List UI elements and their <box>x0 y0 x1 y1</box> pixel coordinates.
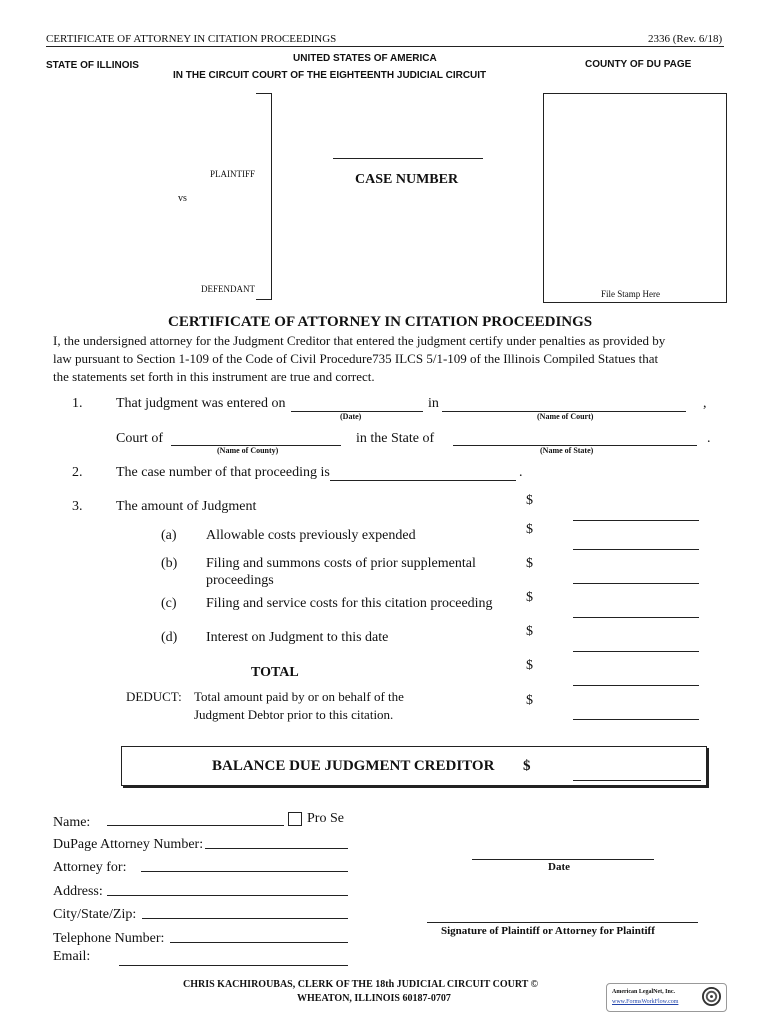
state-name-input[interactable] <box>453 431 697 445</box>
city-state-zip-label: City/State/Zip: <box>53 907 137 922</box>
publisher-logo-icon <box>702 987 721 1006</box>
country-label: UNITED STATES OF AMERICA <box>293 53 437 64</box>
total-amount-input[interactable] <box>573 671 699 685</box>
item-3-number: 3. <box>72 499 83 514</box>
county-caption: (Name of County) <box>217 446 279 455</box>
item-c-label: (c) <box>161 596 177 611</box>
court-label: IN THE CIRCUIT COURT OF THE EIGHTEENTH JUDICIAL CIRCUIT <box>173 70 487 81</box>
city-state-zip-line <box>142 918 348 919</box>
date-caption: (Date) <box>340 412 362 421</box>
judgment-amount-line <box>573 520 699 521</box>
item-1-text: That judgment was entered on <box>116 396 286 411</box>
city-state-zip-input[interactable] <box>142 904 348 918</box>
item-2-text: The case number of that proceeding is <box>116 465 330 480</box>
address-line <box>107 895 348 896</box>
publisher-badge <box>606 983 727 1012</box>
file-stamp-label: File Stamp Here <box>601 289 660 299</box>
total-amount-line <box>573 685 699 686</box>
form-title-top: CERTIFICATE OF ATTORNEY IN CITATION PROCEEDINGS <box>46 33 337 45</box>
intro-line-2: law pursuant to Section 1-109 of the Code of Civil Procedure735 ILCS 5/1-109 of the Illinois Compiled Statues that <box>53 351 659 366</box>
deduct-amount-line <box>573 719 699 720</box>
item-b-dollar: $ <box>526 556 533 571</box>
item-d-amount-input[interactable] <box>573 637 699 651</box>
date-label: Date <box>548 861 570 873</box>
name-input[interactable] <box>107 811 284 825</box>
file-stamp-box <box>543 93 727 303</box>
item-1-in: in <box>428 396 439 411</box>
name-line <box>107 825 284 826</box>
caption-bracket-bottom <box>256 299 271 300</box>
signature-line <box>427 922 698 923</box>
item-c-text: Filing and service costs for this citation proceeding <box>206 596 493 611</box>
court-name-input[interactable] <box>442 397 686 411</box>
header-divider <box>46 46 724 47</box>
pro-se-label: Pro Se <box>307 811 344 826</box>
state-caption: (Name of State) <box>540 446 594 455</box>
address-input[interactable] <box>107 881 348 895</box>
publisher-link[interactable]: www.FormsWorkFlow.com <box>612 999 679 1005</box>
telephone-line <box>170 942 348 943</box>
case-number-proceeding-line <box>330 480 516 481</box>
item-c-amount-line <box>573 617 699 618</box>
judgment-date-input[interactable] <box>291 397 423 411</box>
telephone-input[interactable] <box>170 928 348 942</box>
caption-bracket-top <box>256 93 271 94</box>
item-d-text: Interest on Judgment to this date <box>206 630 389 645</box>
balance-due-dollar: $ <box>523 758 531 774</box>
balance-due-input[interactable] <box>573 766 701 780</box>
signature-input[interactable] <box>427 908 698 922</box>
item-b-label: (b) <box>161 556 178 571</box>
dupage-attorney-number-label: DuPage Attorney Number: <box>53 837 204 852</box>
item-1-period: . <box>707 431 711 446</box>
county-name-input[interactable] <box>171 431 341 445</box>
email-input[interactable] <box>119 951 348 965</box>
intro-line-3: the statements set forth in this instrument are true and correct. <box>53 369 375 384</box>
item-a-text: Allowable costs previously expended <box>206 528 416 543</box>
item-a-amount-line <box>573 549 699 550</box>
balance-due-box <box>121 746 707 786</box>
deduct-text-2: Judgment Debtor prior to this citation. <box>194 707 394 722</box>
deduct-text-1: Total amount paid by or on behalf of the <box>194 689 404 704</box>
item-3-text: The amount of Judgment <box>116 499 257 514</box>
item-d-amount-line <box>573 651 699 652</box>
court-of-label: Court of <box>116 431 164 446</box>
pro-se-checkbox[interactable] <box>288 812 302 826</box>
item-2-number: 2. <box>72 465 83 480</box>
item-c-amount-input[interactable] <box>573 603 699 617</box>
judgment-amount-input[interactable] <box>573 506 699 520</box>
signature-label: Signature of Plaintiff or Attorney for Plaintiff <box>441 925 655 937</box>
vs-label: vs <box>178 193 187 204</box>
item-b-text-2: proceedings <box>206 573 274 588</box>
deduct-label: DEDUCT: <box>126 689 182 704</box>
item-b-amount-input[interactable] <box>573 569 699 583</box>
item-b-text-1: Filing and summons costs of prior supplemental <box>206 556 476 571</box>
item-2-period: . <box>519 465 523 480</box>
case-number-input[interactable] <box>333 143 483 157</box>
balance-due-label: BALANCE DUE JUDGMENT CREDITOR <box>212 758 495 774</box>
case-number-label: CASE NUMBER <box>355 172 459 187</box>
case-number-line <box>333 158 483 159</box>
in-state-of-label: in the State of <box>356 431 435 446</box>
item-a-dollar: $ <box>526 522 533 537</box>
item-c-dollar: $ <box>526 590 533 605</box>
item-d-dollar: $ <box>526 624 533 639</box>
state-label: STATE OF ILLINOIS <box>46 60 139 71</box>
document-title: CERTIFICATE OF ATTORNEY IN CITATION PROCEEDINGS <box>168 314 593 330</box>
defendant-label: DEFENDANT <box>201 284 255 294</box>
plaintiff-label: PLAINTIFF <box>210 169 256 179</box>
item-a-label: (a) <box>161 528 177 543</box>
form-number: 2336 (Rev. 6/18) <box>648 33 723 45</box>
date-input[interactable] <box>472 845 654 859</box>
dupage-attorney-number-input[interactable] <box>205 834 348 848</box>
footer-address: WHEATON, ILLINOIS 60187-0707 <box>297 993 451 1004</box>
attorney-for-line <box>141 871 348 872</box>
telephone-label: Telephone Number: <box>53 931 165 946</box>
balance-due-line <box>573 780 701 781</box>
dupage-attorney-number-line <box>205 848 348 849</box>
attorney-for-input[interactable] <box>141 857 348 871</box>
name-label: Name: <box>53 815 91 830</box>
total-label: TOTAL <box>251 665 299 680</box>
item-b-amount-line <box>573 583 699 584</box>
court-name-caption: (Name of Court) <box>537 412 594 421</box>
total-dollar: $ <box>526 658 533 673</box>
deduct-amount-input[interactable] <box>573 705 699 719</box>
judgment-amount-dollar: $ <box>526 493 533 508</box>
deduct-dollar: $ <box>526 693 533 708</box>
case-number-proceeding-input[interactable] <box>330 466 516 480</box>
attorney-for-label: Attorney for: <box>53 860 127 875</box>
item-1-comma: , <box>703 396 707 411</box>
county-label: COUNTY OF DU PAGE <box>585 59 692 70</box>
email-label: Email: <box>53 949 91 964</box>
address-label: Address: <box>53 884 103 899</box>
caption-bracket <box>271 93 272 300</box>
date-line <box>472 859 654 860</box>
item-1-number: 1. <box>72 396 83 411</box>
footer-clerk: CHRIS KACHIROUBAS, CLERK OF THE 18th JUDICIAL CIRCUIT COURT © <box>183 979 539 990</box>
item-a-amount-input[interactable] <box>573 535 699 549</box>
publisher-name: American LegalNet, Inc. <box>612 989 675 995</box>
intro-line-1: I, the undersigned attorney for the Judgment Creditor that entered the judgment certify under penalties as provided by <box>53 333 666 348</box>
email-line <box>119 965 348 966</box>
item-d-label: (d) <box>161 630 178 645</box>
